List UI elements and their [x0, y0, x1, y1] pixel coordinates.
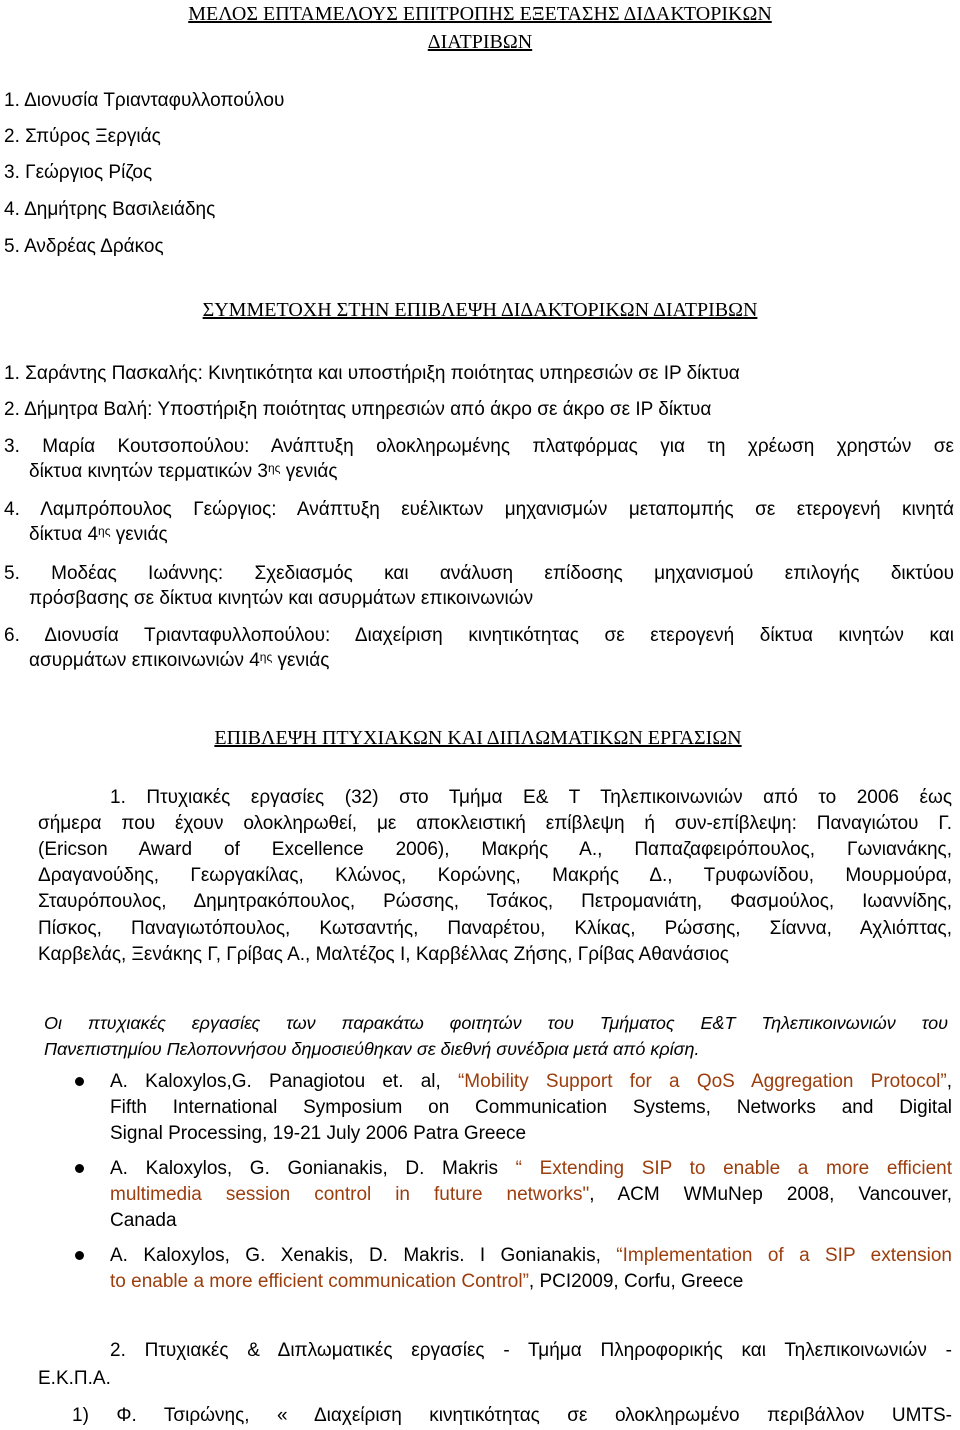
- publication-2-line3: Canada: [110, 1210, 177, 1231]
- committee-title-line1: ΜΕΛΟΣ ΕΠΤΑΜΕΛΟΥΣ ΕΠΙΤΡΟΠΗΣ ΕΞΕΤΑΣΗΣ ΔΙΔΑΚΤΟΡΙΚΩΝ: [188, 3, 772, 25]
- supervision-item-4-line2: δίκτυα $4^{\eta\varsigma}$ γενιάς: [29, 524, 168, 545]
- publication-1-line2: Fifth International Symposium on Communication Systems, Networks and Digital: [110, 1097, 952, 1118]
- publication-3-line2: to enable a more efficient communication Control”, PCI2009, Corfu, Greece: [110, 1271, 744, 1292]
- publication-3-line1: A. Kaloxylos, G. Xenakis, D. Makris. I Gonianakis, “Implementation of a SIP extension: [110, 1245, 952, 1266]
- committee-item: 3. Γεώργιος Ρίζος: [4, 162, 153, 183]
- theses-paragraph-2-line1: 2. Πτυχιακές & Διπλωματικές εργασίες - Τμήμα Πληροφορικής και Τηλεπικοινωνιών -: [110, 1340, 952, 1361]
- theses-paragraph-2-line2: Ε.Κ.Π.Α.: [38, 1368, 111, 1389]
- italic-note-line1: Οι πτυχιακές εργασίες των παρακάτω φοιτητών του Τμήματος Ε&Τ Τηλεπικοινωνιών του: [44, 1013, 948, 1033]
- theses-paragraph-line: 1. Πτυχιακές εργασίες (32) στο Τμήμα Ε& Τ Τηλεπικοινωνιών από το 2006 έως: [110, 787, 952, 808]
- supervision-item-2: 2. Δήμητρα Βαλή: Υποστήριξη ποιότητας υπηρεσιών από άκρο σε άκρο σε IP δίκτυα: [4, 399, 712, 420]
- supervision-item-5-line2: πρόσβασης σε δίκτυα κινητών και ασυρμάτων επικοινωνιών: [29, 588, 534, 609]
- theses-paragraph-line: Δραγανούδης, Γεωργακίλας, Κλώνος, Κορώνης, Μακρής Δ., Τρυφωνίδου, Μουρμούρα,: [38, 865, 952, 886]
- theses-paragraph-line: σήμερα που έχουν ολοκληρωθεί, με αποκλειστική επίβλεψη ή συν-επίβλεψη: Παναγιώτου Γ.: [38, 813, 952, 834]
- supervision-item-3-line1: 3. Μαρία Κουτσοπούλου: Ανάπτυξη ολοκληρωμένης πλατφόρμας για τη χρέωση χρηστών σε: [4, 436, 954, 457]
- theses-paragraph-line: Καρβελάς, Ξενάκης Γ, Γρίβας Α., Μαλτέζος Ι, Καρβέλλας Ζήσης, Γρίβας Αθανάσιος: [38, 944, 729, 965]
- bullet-icon: [75, 1164, 84, 1173]
- supervision-item-1: 1. Σαράντης Πασκαλής: Κινητικότητα και υποστήριξη ποιότητας υπηρεσιών σε IP δίκτυα: [4, 363, 740, 384]
- bullet-icon: [75, 1251, 84, 1260]
- publication-1-line3: Signal Processing, 19-21 July 2006 Patra Greece: [110, 1123, 527, 1144]
- theses-item-1: 1) Φ. Τσιρώνης, « Διαχείριση κινητικότητας σε ολοκληρωμένο περιβάλλον UMTS-: [72, 1405, 952, 1426]
- publication-2-line1: A. Kaloxylos, G. Gonianakis, D. Makris “ Extending SIP to enable a more efficient: [110, 1158, 952, 1179]
- publication-1-line1: A. Kaloxylos,G. Panagiotou et. al, “Mobility Support for a QoS Aggregation Protocol”,: [110, 1071, 952, 1092]
- supervision-item-6-line1: 6. Διονυσία Τριανταφυλλοπούλου: Διαχείριση κινητικότητας σε ετερογενή δίκτυα κινητών και: [4, 625, 954, 646]
- theses-paragraph-line: Σταυρόπουλος, Δημητρακόπουλος, Ρώσσης, Τσάκος, Πετρομανιάτη, Φασμούλος, Ιωαννίδης,: [38, 891, 952, 912]
- committee-item: 2. Σπύρος Ξεργιάς: [4, 126, 161, 147]
- theses-title: ΕΠΙΒΛΕΨΗ ΠΤΥΧΙΑΚΩΝ ΚΑΙ ΔΙΠΛΩΜΑΤΙΚΩΝ ΕΡΓΑΣΙΩΝ: [214, 727, 742, 749]
- supervision-item-5-line1: 5. Μοδέας Ιωάννης: Σχεδιασμός και ανάλυση επίδοσης μηχανισμού επιλογής δικτύου: [4, 563, 954, 584]
- committee-title-line2: ΔΙΑΤΡΙΒΩΝ: [427, 31, 533, 53]
- supervision-title: ΣΥΜΜΕΤΟΧΗ ΣΤΗΝ ΕΠΙΒΛΕΨΗ ΔΙΔΑΚΤΟΡΙΚΩΝ ΔΙΑΤΡΙΒΩΝ: [202, 299, 758, 321]
- publication-2-line2: multimedia session control in future networks", ACM WMuNep 2008, Vancouver,: [110, 1184, 952, 1205]
- committee-item: 1. Διονυσία Τριανταφυλλοπούλου: [4, 90, 285, 111]
- supervision-item-4-line1: 4. Λαμπρόπουλος Γεώργιος: Ανάπτυξη ευέλικτων μηχανισμών μεταπομπής σε ετερογενή κινητά: [4, 499, 954, 520]
- supervision-item-3-line2: δίκτυα κινητών τερματικών $3^{\eta\varsigma}$ γενιάς: [29, 461, 338, 482]
- supervision-item-6-line2: ασυρμάτων επικοινωνιών $4^{\eta\varsigma}$ γενιάς: [29, 650, 330, 671]
- committee-item: 5. Ανδρέας Δράκος: [4, 236, 164, 257]
- bullet-icon: [75, 1077, 84, 1086]
- committee-item: 4. Δημήτρης Βασιλειάδης: [4, 199, 216, 220]
- theses-paragraph-line: (Ericson Award of Excellence 2006), Μακρής Α., Παπαζαφειρόπουλος, Γωνιανάκης,: [38, 839, 952, 860]
- theses-paragraph-line: Πίσκος, Παναγιωτόπουλος, Κωτσαντής, Παναρέτου, Κλίκας, Ρώσσης, Σίαννα, Αχλιόπτας,: [38, 918, 952, 939]
- italic-note-line2: Πανεπιστημίου Πελοποννήσου δημοσιεύθηκαν σε διεθνή συνέδρια μετά από κρίση.: [44, 1039, 700, 1059]
